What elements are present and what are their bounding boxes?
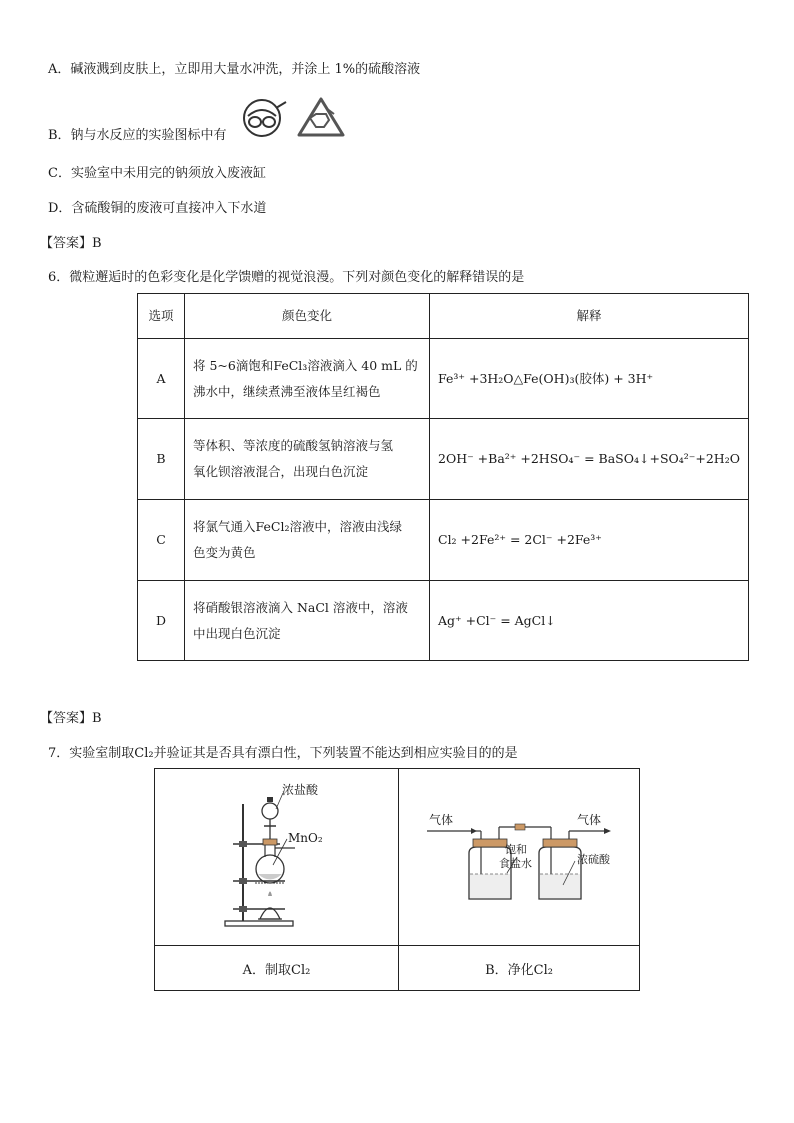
- row-color-change: [185, 581, 430, 661]
- label-mno2: MnO₂: [288, 831, 323, 845]
- q5-option-a: A．碱液溅到皮肤上，立即用大量水冲洗，并涂上 1%的硫酸溶液: [48, 62, 421, 77]
- row-explanation: Cl₂ +2Fe²⁺ = 2Cl⁻ +2Fe³⁺: [430, 500, 749, 581]
- table-row: [138, 581, 749, 661]
- row-change-line1: 将硝酸银溶液滴入 NaCl 溶液中，溶液: [193, 599, 408, 615]
- q7-stem: 7．实验室制取Cl₂并验证其是否具有漂白性，下列装置不能达到相应实验目的的是: [48, 746, 518, 761]
- row-change-line2: 中出现白色沉淀: [193, 625, 281, 641]
- row-color-change: [185, 500, 430, 581]
- header-explanation: 解释: [430, 294, 749, 339]
- header-color-change: 颜色变化: [185, 294, 430, 339]
- row-color-change: [185, 339, 430, 419]
- row-option: B: [138, 419, 185, 500]
- row-change-line2: 色变为黄色: [193, 545, 256, 560]
- q5-option-c: C．实验室中未用完的钠须放入废液缸: [48, 166, 266, 181]
- label-conc-sulfuric: 浓硫酸: [577, 853, 610, 866]
- table-header-row: [138, 294, 749, 339]
- q6-stem: 6．微粒邂逅时的色彩变化是化学馈赠的视觉浪漫。下列对颜色变化的解释错误的是: [48, 270, 525, 285]
- row-option: D: [138, 581, 185, 661]
- row-option: A: [138, 339, 185, 419]
- row-explanation: Fe³⁺ +3H₂O△Fe(OH)₃(胶体) + 3H⁺: [430, 339, 749, 419]
- row-change-line1: 等体积、等浓度的硫酸氢钠溶液与氢: [193, 438, 394, 453]
- chlorine-generator-apparatus: [155, 769, 398, 941]
- row-option: C: [138, 500, 185, 581]
- row-explanation: Ag⁺ +Cl⁻ = AgCl↓: [430, 581, 749, 661]
- q5-option-d: D．含硫酸铜的废液可直接冲入下水道: [48, 201, 267, 216]
- q7-figure-table: [154, 768, 640, 991]
- q6-answer: 【答案】B: [40, 711, 102, 726]
- label-gas-out: 气体: [577, 813, 602, 827]
- q6-table: [137, 293, 749, 661]
- q5-option-b: B．钠与水反应的实验图标中有: [48, 128, 227, 143]
- caption-b: B．净化Cl₂: [399, 946, 640, 991]
- q5-answer: 【答案】B: [40, 236, 102, 251]
- figure-a-cell: [155, 769, 399, 946]
- caption-a: A．制取Cl₂: [155, 946, 399, 991]
- figure-b-cell: [399, 769, 640, 946]
- goggles-icon: [240, 96, 290, 138]
- table-row: [138, 339, 749, 419]
- row-color-change: [185, 419, 430, 500]
- label-saturated: 饱和: [505, 843, 527, 856]
- hazard-triangle-icon: [296, 96, 346, 138]
- row-change-line1: 将氯气通入FeCl₂溶液中，溶液由浅绿: [193, 519, 402, 534]
- row-explanation: 2OH⁻ +Ba²⁺ +2HSO₄⁻ = BaSO₄↓+SO₄²⁻+2H₂O: [430, 419, 749, 500]
- label-conc-hcl: 浓盐酸: [282, 783, 319, 797]
- table-row: [138, 419, 749, 500]
- row-change-line2: 沸水中，继续煮沸至液体呈红褐色: [193, 383, 381, 399]
- label-brine: 食盐水: [499, 857, 532, 870]
- row-change-line1: 将 5~6滴饱和FeCl₃溶液滴入 40 mL 的: [193, 357, 418, 373]
- table-row: [138, 500, 749, 581]
- label-gas-in: 气体: [429, 813, 454, 827]
- row-change-line2: 氧化钡溶液混合，出现白色沉淀: [193, 464, 369, 479]
- header-option: 选项: [138, 294, 185, 339]
